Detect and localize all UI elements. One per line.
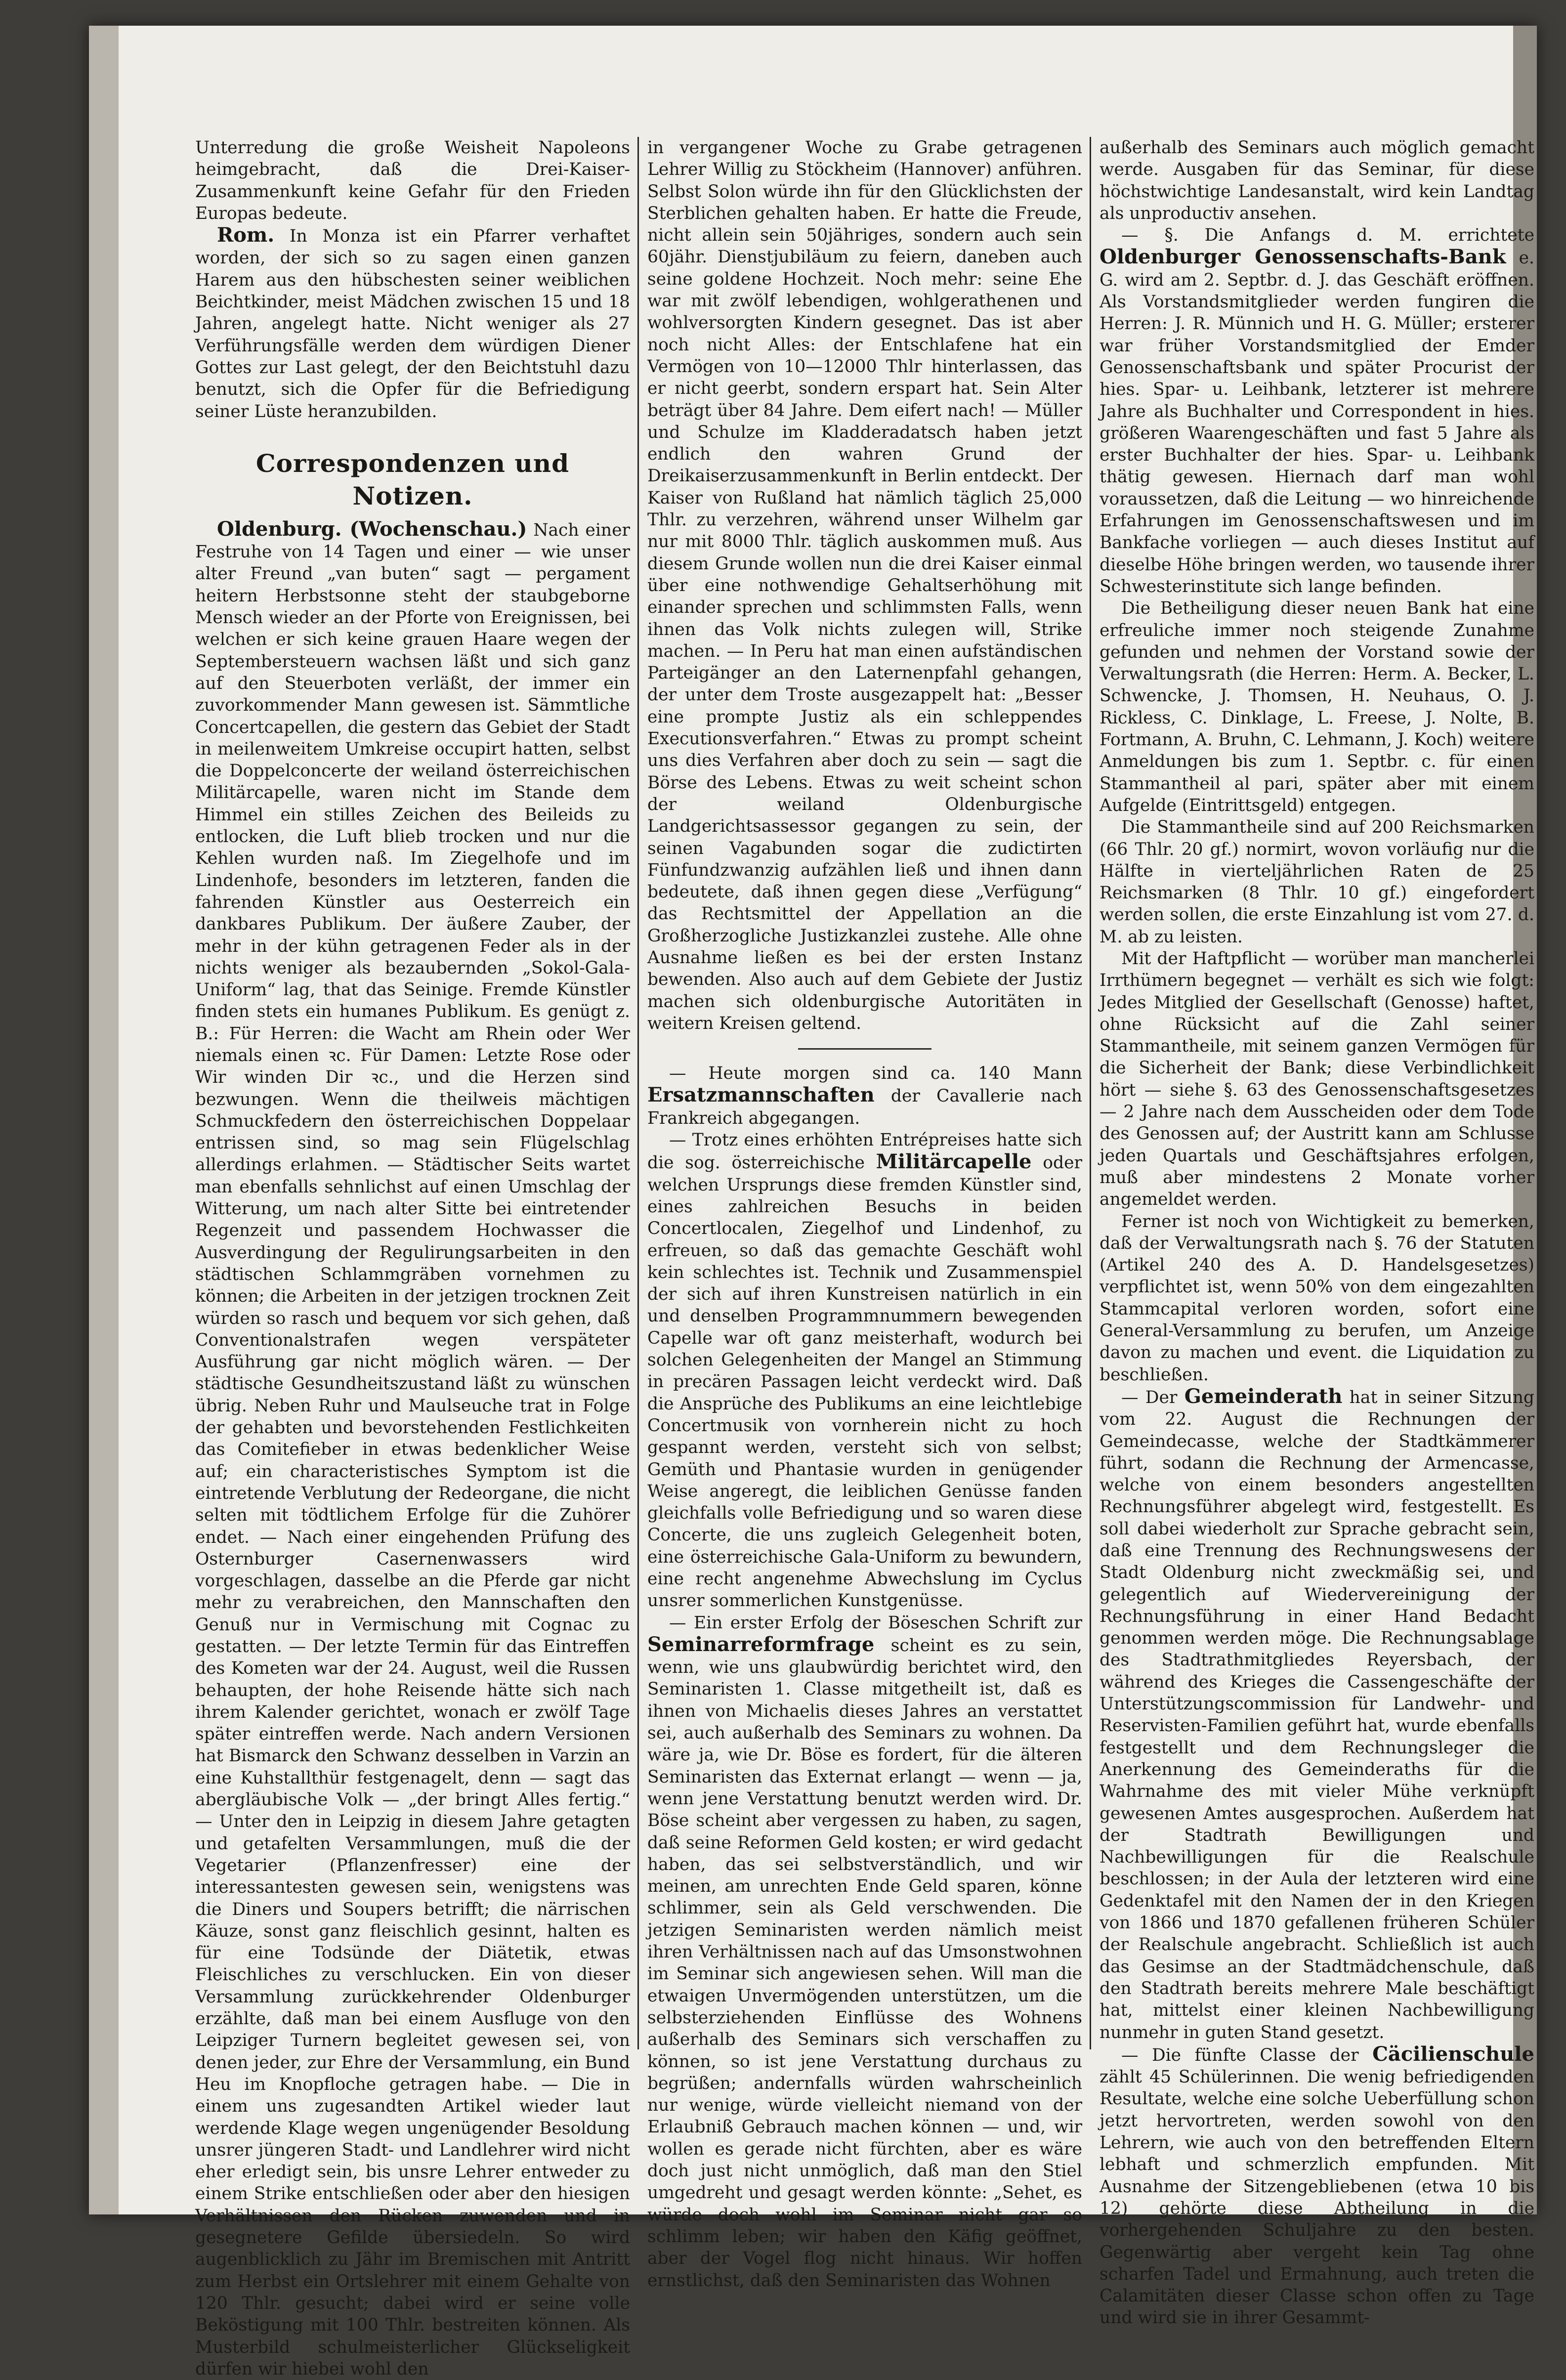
article-area [195, 100, 1544, 2379]
paragraph: Die Betheiligung dieser neuen Bank hat eine erfreuliche immer noch steigende Zunahme gefunden und nehmen der Vorstand sowie der Verwaltungsrath (die Herren: Herm. A. Becker, L. Schwencke, J. Thomsen, H. Neuhaus, O. J. Rickless, C. Dinklage, L. Freese, J. Nolte, B. Fortmann, A. Bruhn, C. Lehmann, J. Koch) weitere Anmeldungen bis zum 1. Septbr. c. für einen Stammantheil al pari, später aber mit einem Aufgelde (Eintrittsgeld) entgegen. [1100, 598, 1534, 815]
keyword: Oldenburger Genossenschafts-Bank [1100, 245, 1506, 269]
paragraph-ersatz [647, 1062, 1082, 1129]
paragraph-seminar [647, 1612, 1082, 2292]
paragraph-bank [1100, 224, 1534, 597]
paragraph: in vergangener Woche zu Grabe getragenen Lehrer Willig zu Stöckheim (Hannover) anführen. Selbst Solon würde ihn für den Glücklichsten der Sterblichen gehalten haben. Er hatte die Freude, nicht allein sein 50jähriges, sondern auch sein 60jähr. Dienstjubiläum zu feiern, daneben auch seine goldene Hochzeit. Noch mehr: seine Ehe war mit zwölf lebendigen, wohlgerathenen und wohlversorgten Kindern gesegnet. Das ist aber noch nicht Alles: der Entschlafene hat ein Vermögen von 10—12000 Thlr hinterlassen, das er nicht geerbt, sondern erspart hat. Sein Alter beträgt über 84 Jahre. Dem eifert nach! — Müller und Schulze im Kladderadatsch haben jetzt endlich den wahren Grund der Dreikaiserzusammenkunft in Berlin entdeckt. Der Kaiser von Rußland hat nämlich täglich 25,000 Thlr. zu verzehren, während unser Wilhelm gar nur mit 8000 Thlr. täglich auskommen muß. Aus diesem Grunde wollen nun die drei Kaiser einmal über eine nothwendige Gehaltserhöhung mit einander sprechen und schlimmsten Falls, wenn ihnen das Volk nichts zulegen will, Strike machen. — In Peru hat man einen aufständischen Parteigänger an den Laternenpfahl gehangen, der unter dem Troste ausgezappelt hat: „Besser eine prompte Justiz als ein schleppendes Executionsverfahren.“ Etwas zu prompt scheint uns dies Verfahren aber doch zu sein — sagt die Börse des Lebens. Etwas zu weit scheint schon der weiland Oldenburgische Landgerichtsassessor gegangen zu sein, der seinen Vagabunden sogar die zudictirten Fünfundzwanzig aufzählen ließ und ihnen dann bedeutete, daß ihnen gegen diese „Verfügung“ das Rechtsmittel der Appellation an die Großherzogliche Justizkanzlei zustehe. Alle ohne Ausnahme ließen es bei der ersten Instanz bewenden. Also auch auf dem Gebiete der Justiz machen sich oldenburgische Autoritäten in weitern Kreisen geltend. [647, 138, 1082, 1033]
column-rule [637, 137, 639, 2049]
paragraph-caecilienschule [1100, 2043, 1534, 2329]
paragraph: Ferner ist noch von Wichtigkeit zu bemerken, daß der Verwaltungsrath nach §. 76 der Statuten (Artikel 240 des A. D. Handelsgesetzes) verpflichtet ist, wenn 50% von dem eingezahlten Stammcapital verloren worden, sofort eine General-Versammlung zu berufen, um Anzeige davon zu machen und event. die Liquidation zu beschließen. [1100, 1211, 1534, 1385]
separator-rule [798, 1048, 931, 1050]
paragraph-text: scheint es zu sein, wenn, wie uns glaubwürdig berichtet wird, den Seminaristen 1. Classe mitgetheilt ist, daß es ihnen von Michaelis dieses Jahres an verstattet sei, auch außerhalb des Seminars zu wohnen. Da wäre ja, wie Dr. Böse es fordert, für die älteren Seminaristen das Externat erlangt — wenn — ja, wenn jene Verstattung benutzt werden wird. Dr. Böse scheint aber vergessen zu haben, zu sagen, daß seine Reformen Geld kosten; er wird gedacht haben, das sei selbstverständlich, und wir meinen, am unrechten Ende Geld sparen, könne schlimmer, sein als Geld verschwenden. Die jetzigen Seminaristen werden nämlich meist ihren Verhältnissen nach auf das Umsonstwohnen im Seminar sich angewiesen sehen. Will man die etwaigen Unvermögenden unterstützen, um die selbsterziehenden Einflüsse des Wohnens außerhalb des Seminars sich verschaffen zu können, so ist jene Verstattung durchaus zu begrüßen; andernfalls würden wahrscheinlich nur wenige, würde vielleicht niemand von der Erlaubniß Gebrauch machen können — und, wir wollen es gerade nicht fürchten, aber es wäre doch just nicht unmöglich, daß man den Stiel umgedreht und gesagt werden könnte: „Sehet, es würde doch wohl im Seminar nicht gar so schlimm leben; wir haben den Käfig geöffnet, aber der Vogel flog nicht hinaus. Wir hoffen ernstlichst, daß den Seminaristen das Wohnen [647, 1635, 1082, 2291]
keyword: Seminarreformfrage [647, 1632, 875, 1656]
paragraph-text: e. G. wird am 2. Septbr. d. J. das Geschäft eröffnen. Als Vorstandsmitglieder werden fungiren die Herren: J. R. Münnich und H. G. Müller; ersterer war früher Vorstandsmitglied der Emder Genossenschaftsbank und später Procurist der hies. Spar- u. Leihbank, letzterer ist mehrere Jahre als Buchhalter und Correspondent in hies. größeren Waarengeschäften und fast 5 Jahre als erster Buchhalter der hies. Spar- u. Leihbank thätig gewesen. Hiernach darf man wohl voraussetzen, daß die Leitung — wo hinreichende Erfahrungen im Genossenschaftswesen und im Bankfache vorliegen — auch dieses Institut auf dieselbe Höhe bringen werden, wo tausende ihrer Schwesterinstitute sich lange befinden. [1100, 248, 1534, 596]
paragraph-text: oder welchen Ursprungs diese fremden Künstler sind, eines zahlreichen Besuchs in beiden Concertlocalen, Ziegelhof und Lindenhof, zu erfreuen, so daß das gemachte Geschäft wohl kein schlechtes ist. Technik und Zusammenspiel der sich auf ihren Kunstreisen natürlich in ein und denselben Programmnummern bewegenden Capelle war oft ganz meisterhaft, wodurch bei solchen Gelegenheiten der Mangel an Stimmung in precären Passagen leicht verdeckt wird. Daß die Ansprüche des Publikums an eine leichtlebige Concertmusik von vornherein nicht zu hoch gespannt werden, versteht sich von selbst; Gemüth und Phantasie wurden in genügender Weise angeregt, die leiblichen Genüsse fanden gleichfalls volle Befriedigung und so waren diese Concerte, die uns zugleich Gelegenheit boten, eine österreichische Gala-Uniform zu bewundern, eine recht angenehme Abwechslung im Cyclus unsrer sommerlichen Kunstgenüsse. [647, 1153, 1082, 1611]
paragraph-text: — §. Die Anfangs d. M. errichtete [1121, 225, 1534, 246]
keyword: Oldenburg. (Wochenschau.) [217, 517, 527, 541]
page-left-edge [89, 26, 119, 2214]
column-rule [1090, 137, 1091, 2049]
keyword: Rom. [217, 223, 275, 247]
paragraph-text: der Cavallerie nach Frankreich abgegangen. [647, 1086, 1083, 1128]
paragraph: Die Stammantheile sind auf 200 Reichsmarken (66 Thlr. 20 gf.) normirt, wovon vorläufig nur die Hälfte in vierteljährlichen Raten de 25 Reichsmarken (8 Thlr. 10 gf.) eingefordert werden sollen, die erste Einzahlung ist vom 27. d. M. ab zu leisten. [1100, 817, 1534, 947]
paragraph-text: — Die fünfte Classe der [1121, 2045, 1359, 2065]
column-2 [647, 137, 1083, 2291]
keyword: Ersatzmannschaften [647, 1083, 875, 1107]
paragraph-text: Nach einer Festruhe von 14 Tagen und einer — wie unser alter Freund „van buten“ sagt — pergament heitern Herbstsonne steht der staubgeborne Mensch wieder an der Pforte von Ereignissen, bei welchen er sich keine grauen Haare wegen der Septembersteuern wachsen läßt und sich ganz auf den Steuerboten verläßt, der immer ein zuvorkommender Mann gewesen ist. Sämmtliche Concertcapellen, die gestern das Gebiet der Stadt in meilenweitem Umkreise occupirt hatten, selbst die Doppelconcerte der weiland österreichischen Militärcapelle, waren nicht im Stande dem Himmel ein stilles Zeichen des Beileids zu entlocken, die Luft blieb trocken und nur die Kehlen wurden naß. Im Ziegelhofe und im Lindenhofe, besonders im letzteren, fanden die fahrenden Künstler aus Oesterreich ein dankbares Publikum. Der äußere Zauber, der mehr in der kühn getragenen Feder als in der nichts weniger als bezaubernden „Sokol-Gala-Uniform“ lag, that das Seinige. Fremde Künstler finden stets ein humanes Publikum. Es genügt z. B.: Für Herren: die Wacht am Rhein oder Wer niemals einen ꝛc. Für Damen: Letzte Rose oder Wir winden Dir ꝛc., und die Herzen sind bezwungen. Wenn die theilweis mächtigen Schmuckfedern den österreichischen Doppelaar entrissen sind, so mag sein Flügelschlag allerdings erlahmen. — Städtischer Seits wartet man ebenfalls sehnlichst auf einen Umschlag der Witterung, um nach alter Sitte bei eintretender Regenzeit und passendem Hochwasser die Ausverdingung der Regulirungsarbeiten in den städtischen Schlammgräben vornehmen zu können; die Arbeiten in der jetzigen trocknen Zeit würden so rasch und bequem vor sich gehen, daß Conventionalstrafen wegen verspäteter Ausführung gar nicht möglich wären. — Der städtische Gesundheitszustand läßt zu wünschen übrig. Neben Ruhr und Maulseuche trat in Folge der gehabten und bevorstehenden Festlichkeiten das Comitefieber in etwas bedenklicher Weise auf; ein characteristisches Symptom ist die eintretende Verblutung der Redeorgane, die nicht selten mit tödtlichem Erfolge für die Zuhörer endet. — Nach einer eingehenden Prüfung des Osternburger Casernenwassers wird vorgeschlagen, dasselbe an die Pferde gar nicht mehr zu verabreichen, den Mannschaften den Genuß nur in Vermischung mit Cognac zu gestatten. — Der letzte Termin für das Eintreffen des Kometen war der 24. August, weil die Russen behaupten, der hohe Reisende hätte sich nach ihrem Kalender gerichtet, wonach er zwölf Tage später eintreffen werde. Nach andern Versionen hat Bismarck den Schwanz desselben in Varzin an eine Kuhstallthür festgenagelt, denn — sagt das abergläubische Volk — „der bringt Alles fertig.“ — Unter den in Leipzig in diesem Jahre getagten und getafelten Versammlungen, muß die der Vegetarier (Pflanzenfresser) eine der interessantesten gewesen sein, wenigstens was die Diners und Soupers betrifft; die närrischen Käuze, sonst ganz fleischlich gesinnt, halten es für eine Todsünde der Diätetik, etwas Fleischliches zu verschlucken. Ein von dieser Versammlung zurückkehrender Oldenburger erzählte, daß man bei einem Ausfluge von den Leipziger Turnern begleitet gewesen sei, von denen jeder, zur Ehre der Versammlung, ein Bund Heu im Knopfloche getragen habe. — Die in einem uns zugesandten Artikel wieder laut werdende Klage wegen ungenügender Besoldung unsrer jüngeren Stadt- und Landlehrer wird nicht eher erledigt sein, bis unsre Lehrer entweder zu einem Strike entschließen oder aber den hiesigen Verhältnissen den Rücken zuwenden und in gesegnetere Gefilde übersiedeln. So wird augenblicklich zu Jähr im Bremischen mit Antritt zum Herbst ein Ortslehrer mit einem Gehalte von 120 Thlr. gesucht; dabei wird er seine volle Beköstigung mit 100 Thlr. bestreiten können. Als Musterbild schulmeisterlicher Glückseligkeit dürfen wir hiebei wohl den [195, 520, 631, 2379]
keyword: Militärcapelle [876, 1150, 1032, 1174]
keyword: Cäcilienschule [1372, 2042, 1534, 2066]
paragraph-text: — Trotz eines erhöhten Entrépreises hatte sich die sog. österreichische [647, 1130, 1082, 1173]
paragraph-text: hat in seiner Sitzung vom 22. August die Rechnungen der Gemeindecasse, welche der Stadtkämmerer führt, sodann die Rechnung der Armencasse, welche von einem besonders angestellten Rechnungsführer abgelegt wird, festgestellt. Es soll dabei wiederholt zur Sprache gebracht sein, daß eine Trennung des Rechnungswesens der Stadt Oldenburg nicht zweckmäßig sei, und gelegentlich auf Wiedervereinigung der Rechnungsführung in einer Hand Bedacht genommen werden möge. Die Rechnungsablage des Stadtrathmitgliedes Reyersbach, der während des Krieges die Cassengeschäfte der Unterstützungscommission für Landwehr- und Reservisten-Familien geführt hat, wurde ebenfalls festgestellt und dem Rechnungsleger die Anerkennung des Gemeinderaths für die Wahrnahme des mit vieler Mühe verknüpft gewesenen Amtes ausgesprochen. Außerdem hat der Stadtrath Bewilligungen und Nachbewilligungen für die Realschule beschlossen; in der Aula der letzteren wird eine Gedenktafel mit den Namen der in den Kriegen von 1866 und 1870 gefallenen früheren Schüler der Realschule angebracht. Schließlich ist auch das Gesimse an der Stadtmädchenschule, daß den Stadtrath bereits mehrere Male beschäftigt hat, mittelst einer kleinen Nachbewilligung nunmehr in guten Stand gesetzt. [1100, 1387, 1535, 2042]
newspaper-page [89, 26, 1537, 2379]
paragraph-rom [195, 224, 630, 423]
paragraph: außerhalb des Seminars auch möglich gemacht werde. Ausgaben für das Seminar, für diese höchstwichtige Landesanstalt, wird kein Landtag als unproductiv ansehen. [1100, 138, 1534, 223]
paragraph-text: zählt 45 Schülerinnen. Die wenig befriedigenden Resultate, welche eine solche Ueberfüllung schon jetzt hervortreten, werden sowohl von den Lehrern, wie auch von den betreffenden Eltern lebhaft und schmerzlich empfunden. Mit Ausnahme der Sitzengebliebenen (etwa 10 bis 12) gehörte diese Abtheilung in die vorhergehenden Schuljahre zu den besten. Gegenwärtig aber vergeht kein Tag ohne scharfen Tadel und Ermahnung, auch treten die Calamitäten dieser Classe schon offen zu Tage und wird sie in ihrer Gesammt- [1100, 2067, 1534, 2328]
paragraph-text: — Ein erster Erfolg der Böseschen Schrift zur [669, 1613, 1082, 1633]
paragraph: Unterredung die große Weisheit Napoleons heimgebracht, daß die Drei-Kaiser-Zusammenkunft keine Gefahr für den Frieden Europas bedeute. [195, 138, 630, 223]
column-1 [195, 137, 631, 2379]
paragraph-text: — Der [1121, 1387, 1178, 1407]
paragraph-text: In Monza ist ein Pfarrer verhaftet worden, der sich so zu sagen einen ganzen Harem aus den hübschesten seiner weiblichen Beichtkinder, meist Mädchen zwischen 15 und 18 Jahren, angelegt hatte. Nicht weniger als 27 Verführungsfälle werden dem würdigen Diener Gottes zur Last gelegt, der den Beichtstuhl dazu benutzt, sich die Opfer für die Befriedigung seiner Lüste heranzubilden. [195, 226, 630, 422]
paragraph-militaer [647, 1129, 1082, 1612]
paragraph-oldenburg [195, 518, 630, 2380]
keyword: Gemeinderath [1184, 1384, 1343, 1408]
paragraph-text: — Heute morgen sind ca. 140 Mann [669, 1063, 1082, 1084]
column-3 [1100, 137, 1535, 2328]
paragraph: Mit der Haftpflicht — worüber man mancherlei Irrthümern begegnet — verhält es sich wie folgt: Jedes Mitglied der Gesellschaft (Genosse) haftet, ohne Rücksicht auf die Zahl seiner Stammantheile, mit seinem ganzen Vermögen für die Sicherheit der Bank; diese Verbindlichkeit hört — siehe §. 63 des Genossenschaftsgesetzes — 2 Jahre nach dem Ausscheiden oder dem Tode des Genossen auf; der Austritt kann am Schlusse jeden Quartals und Geschäftsjahres erfolgen, muß aber mindestens 2 Monate vorher angemeldet werden. [1100, 948, 1534, 1210]
paragraph-gemeinderath [1100, 1386, 1534, 2043]
section-heading: Correspondenzen und Notizen. [255, 448, 570, 510]
